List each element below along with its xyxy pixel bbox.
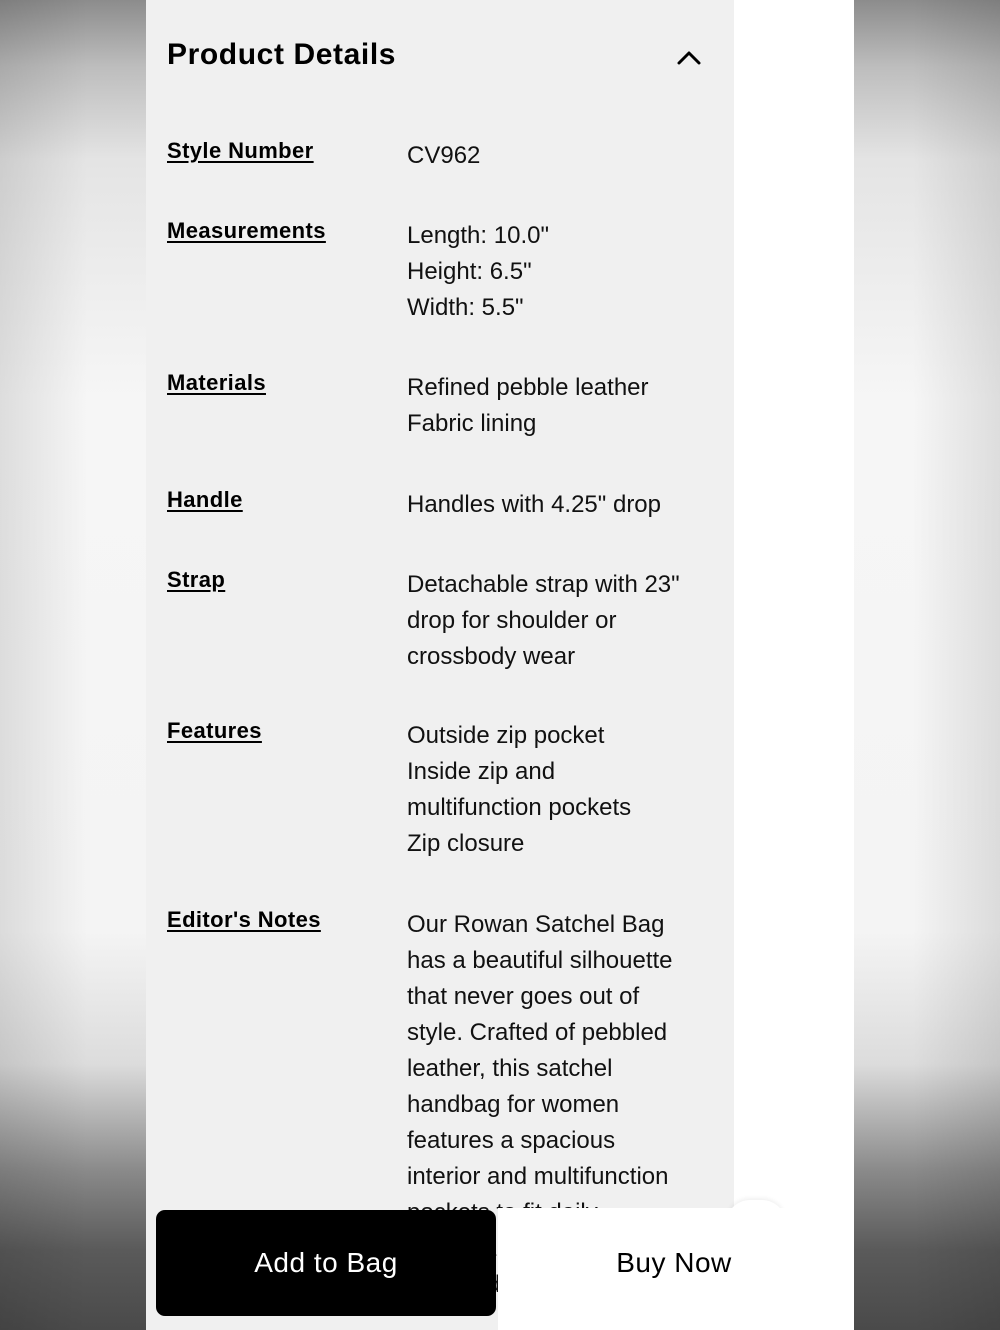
detail-row-style-number: [167, 138, 727, 178]
detail-label[interactable]: Strap: [167, 567, 226, 592]
detail-label[interactable]: Style Number: [167, 138, 314, 163]
detail-value: Detachable strap with 23": [407, 571, 680, 598]
detail-label[interactable]: Editor's Notes: [167, 907, 321, 932]
detail-value: Outside zip pocket: [407, 722, 605, 749]
detail-values: [407, 487, 727, 523]
detail-row-features: [167, 718, 727, 864]
section-title: Product Details: [167, 38, 397, 71]
detail-value: leather, this satchel: [407, 1055, 613, 1082]
detail-value: Our Rowan Satchel Bag: [407, 911, 665, 938]
detail-value: Width: 5.5": [407, 294, 524, 321]
detail-value: crossbody wear: [407, 643, 576, 670]
detail-value: Height: 6.5": [407, 258, 532, 285]
detail-label[interactable]: Features: [167, 718, 262, 743]
detail-value: Length: 10.0": [407, 222, 549, 249]
detail-value: features a spacious: [407, 1127, 616, 1154]
chevron-up-icon: [676, 48, 702, 66]
detail-value: drop for shoulder or: [407, 607, 617, 634]
blurred-background-left: [0, 0, 146, 1330]
detail-values: [407, 138, 727, 174]
detail-values: [407, 718, 727, 862]
detail-values: [407, 567, 727, 675]
detail-value: that never goes out of: [407, 983, 640, 1010]
detail-value: Handles with 4.25" drop: [407, 491, 662, 518]
detail-value: interior and multifunction: [407, 1163, 669, 1190]
detail-value: Fabric lining: [407, 410, 537, 437]
detail-row-strap: [167, 567, 727, 677]
detail-value: Inside zip and: [407, 758, 556, 785]
detail-label[interactable]: Materials: [167, 370, 266, 395]
phone-screen: [146, 0, 854, 1330]
detail-values: [407, 370, 727, 442]
detail-value: CV962: [407, 142, 481, 169]
detail-row-materials: [167, 370, 727, 444]
detail-value: Refined pebble leather: [407, 374, 649, 401]
detail-value: handbag for women: [407, 1091, 620, 1118]
detail-row-measurements: [167, 218, 727, 328]
detail-value: has a beautiful silhouette: [407, 947, 673, 974]
add-to-bag-button[interactable]: Add to Bag: [156, 1210, 496, 1316]
purchase-action-bar: [146, 1208, 854, 1330]
collapse-button[interactable]: [674, 42, 704, 72]
detail-values: [407, 218, 727, 326]
detail-label[interactable]: Handle: [167, 487, 243, 512]
detail-label[interactable]: Measurements: [167, 218, 326, 243]
detail-value: multifunction pockets: [407, 794, 632, 821]
detail-value: style. Crafted of pebbled: [407, 1019, 668, 1046]
product-details-panel: [146, 0, 734, 1330]
blurred-background-right: [854, 0, 1000, 1330]
detail-row-handle: [167, 487, 727, 527]
detail-value: Zip closure: [407, 830, 525, 857]
buy-now-button[interactable]: Buy Now: [616, 1247, 732, 1278]
